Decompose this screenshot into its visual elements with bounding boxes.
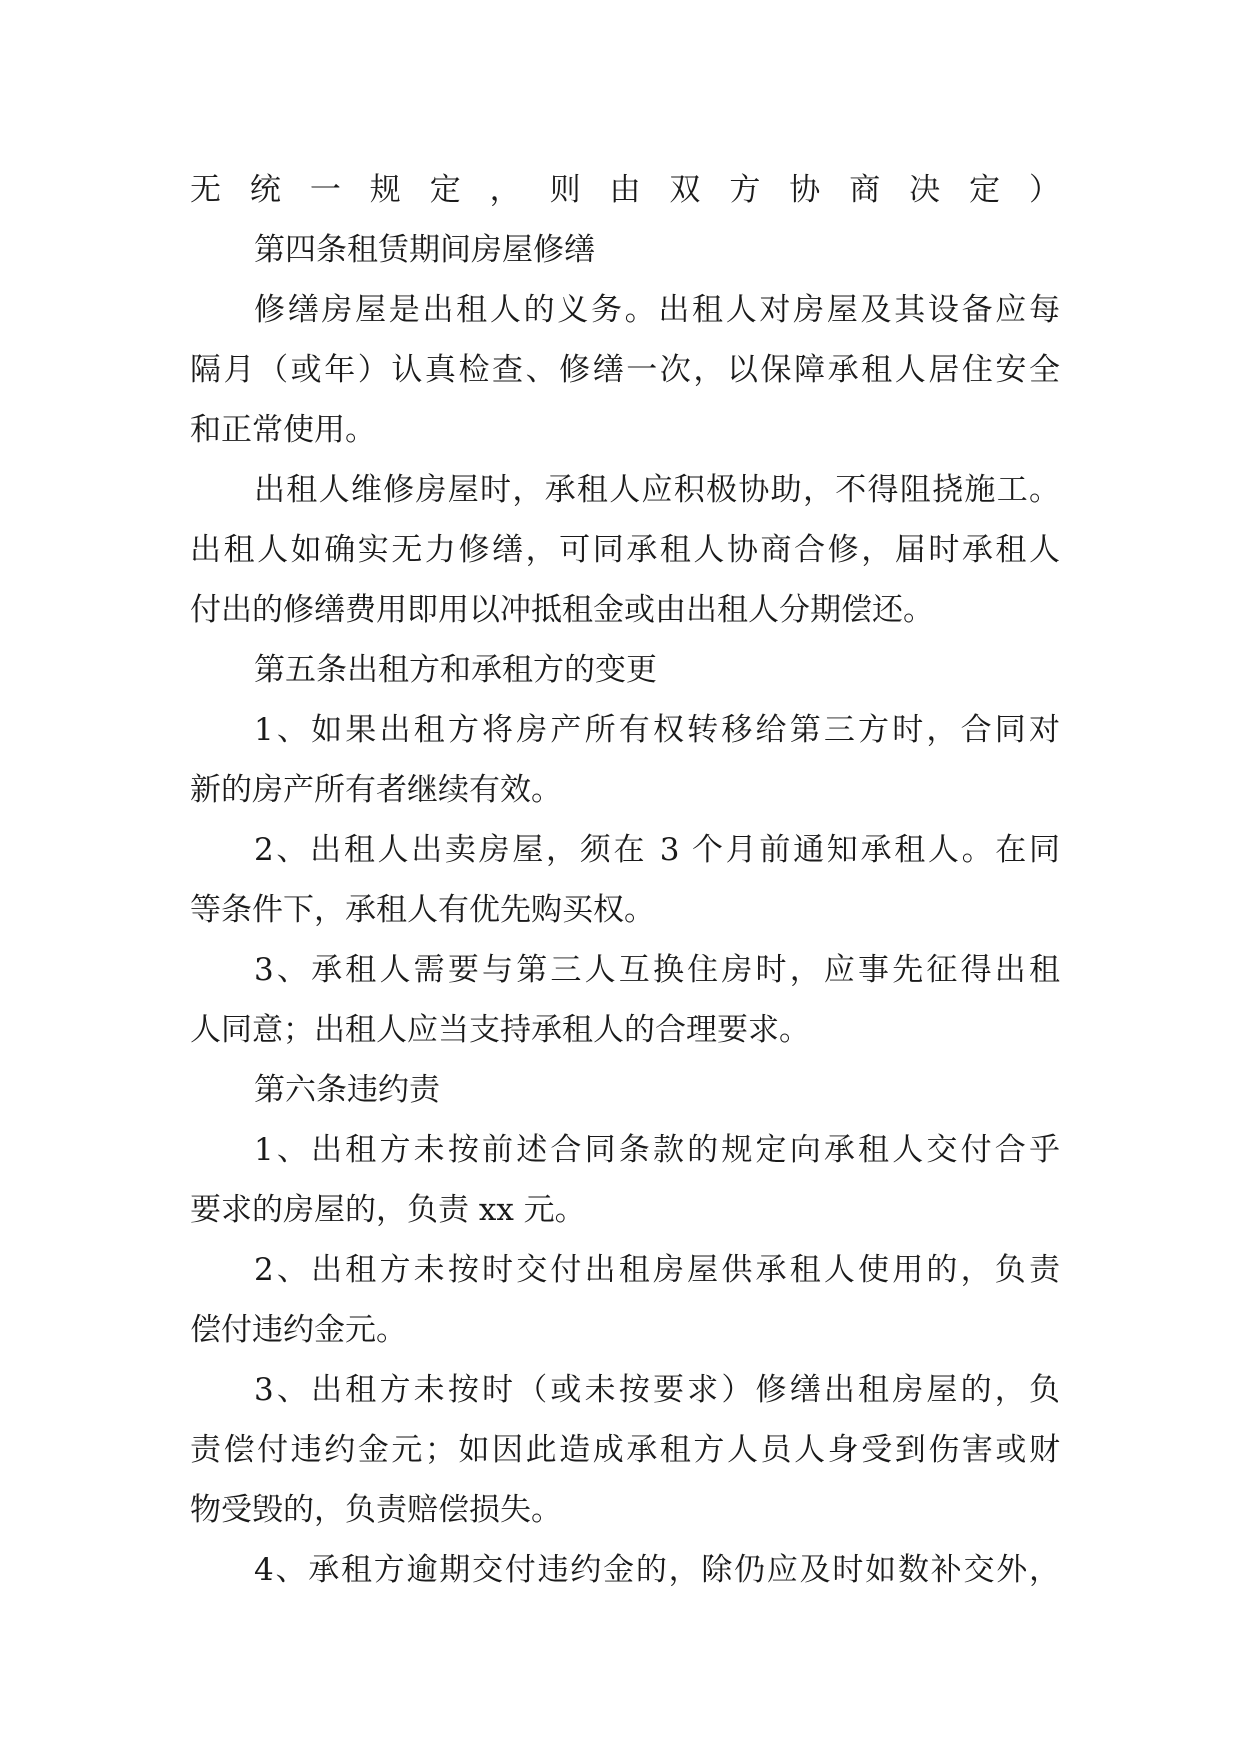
section-heading: 第五条出租方和承租方的变更 bbox=[254, 652, 657, 688]
text-line: 1、出租方未按前述合同条款的规定向承租人交付合乎 bbox=[254, 1132, 1060, 1168]
text-line: 责偿付违约金元；如因此造成承租方人员人身受到伤害或财 bbox=[190, 1432, 1060, 1468]
text-line: 3、出租方未按时（或未按要求）修缮出租房屋的，负 bbox=[254, 1372, 1060, 1408]
section-heading: 第四条租赁期间房屋修缮 bbox=[254, 232, 595, 268]
text-line: 新的房产所有者继续有效。 bbox=[190, 772, 562, 808]
text-line: 物受毁的，负责赔偿损失。 bbox=[190, 1492, 562, 1528]
text-line: 2、出租方未按时交付出租房屋供承租人使用的，负责 bbox=[254, 1252, 1060, 1288]
text-line: 偿付违约金元。 bbox=[190, 1312, 407, 1348]
text-line: 和正常使用。 bbox=[190, 412, 376, 448]
text-line: 付出的修缮费用即用以冲抵租金或由出租人分期偿还。 bbox=[190, 592, 934, 628]
text-line: 4、承租方逾期交付违约金的，除仍应及时如数补交外， bbox=[254, 1552, 1060, 1588]
text-line: 出租人如确实无力修缮，可同承租人协商合修，届时承租人 bbox=[190, 532, 1060, 568]
text-line: 要求的房屋的，负责 xx 元。 bbox=[190, 1192, 586, 1228]
text-line: 1、如果出租方将房产所有权转移给第三方时，合同对 bbox=[254, 712, 1060, 748]
text-line: 隔月（或年）认真检查、修缮一次，以保障承租人居住安全 bbox=[190, 352, 1060, 388]
text-line: 3、承租人需要与第三人互换住房时，应事先征得出租 bbox=[254, 952, 1060, 988]
text-line: 等条件下，承租人有优先购买权。 bbox=[190, 892, 655, 928]
text-line: 2、出租人出卖房屋，须在 3 个月前通知承租人。在同 bbox=[254, 832, 1060, 868]
text-line: 无统一规定，则由双方协商决定） bbox=[190, 172, 1060, 208]
document-body bbox=[190, 160, 1060, 1600]
text-line: 出租人维修房屋时，承租人应积极协助，不得阻挠施工。 bbox=[254, 472, 1060, 508]
section-heading: 第六条违约责 bbox=[254, 1072, 440, 1108]
text-line: 修缮房屋是出租人的义务。出租人对房屋及其设备应每 bbox=[254, 292, 1060, 328]
text-line: 人同意；出租人应当支持承租人的合理要求。 bbox=[190, 1012, 810, 1048]
